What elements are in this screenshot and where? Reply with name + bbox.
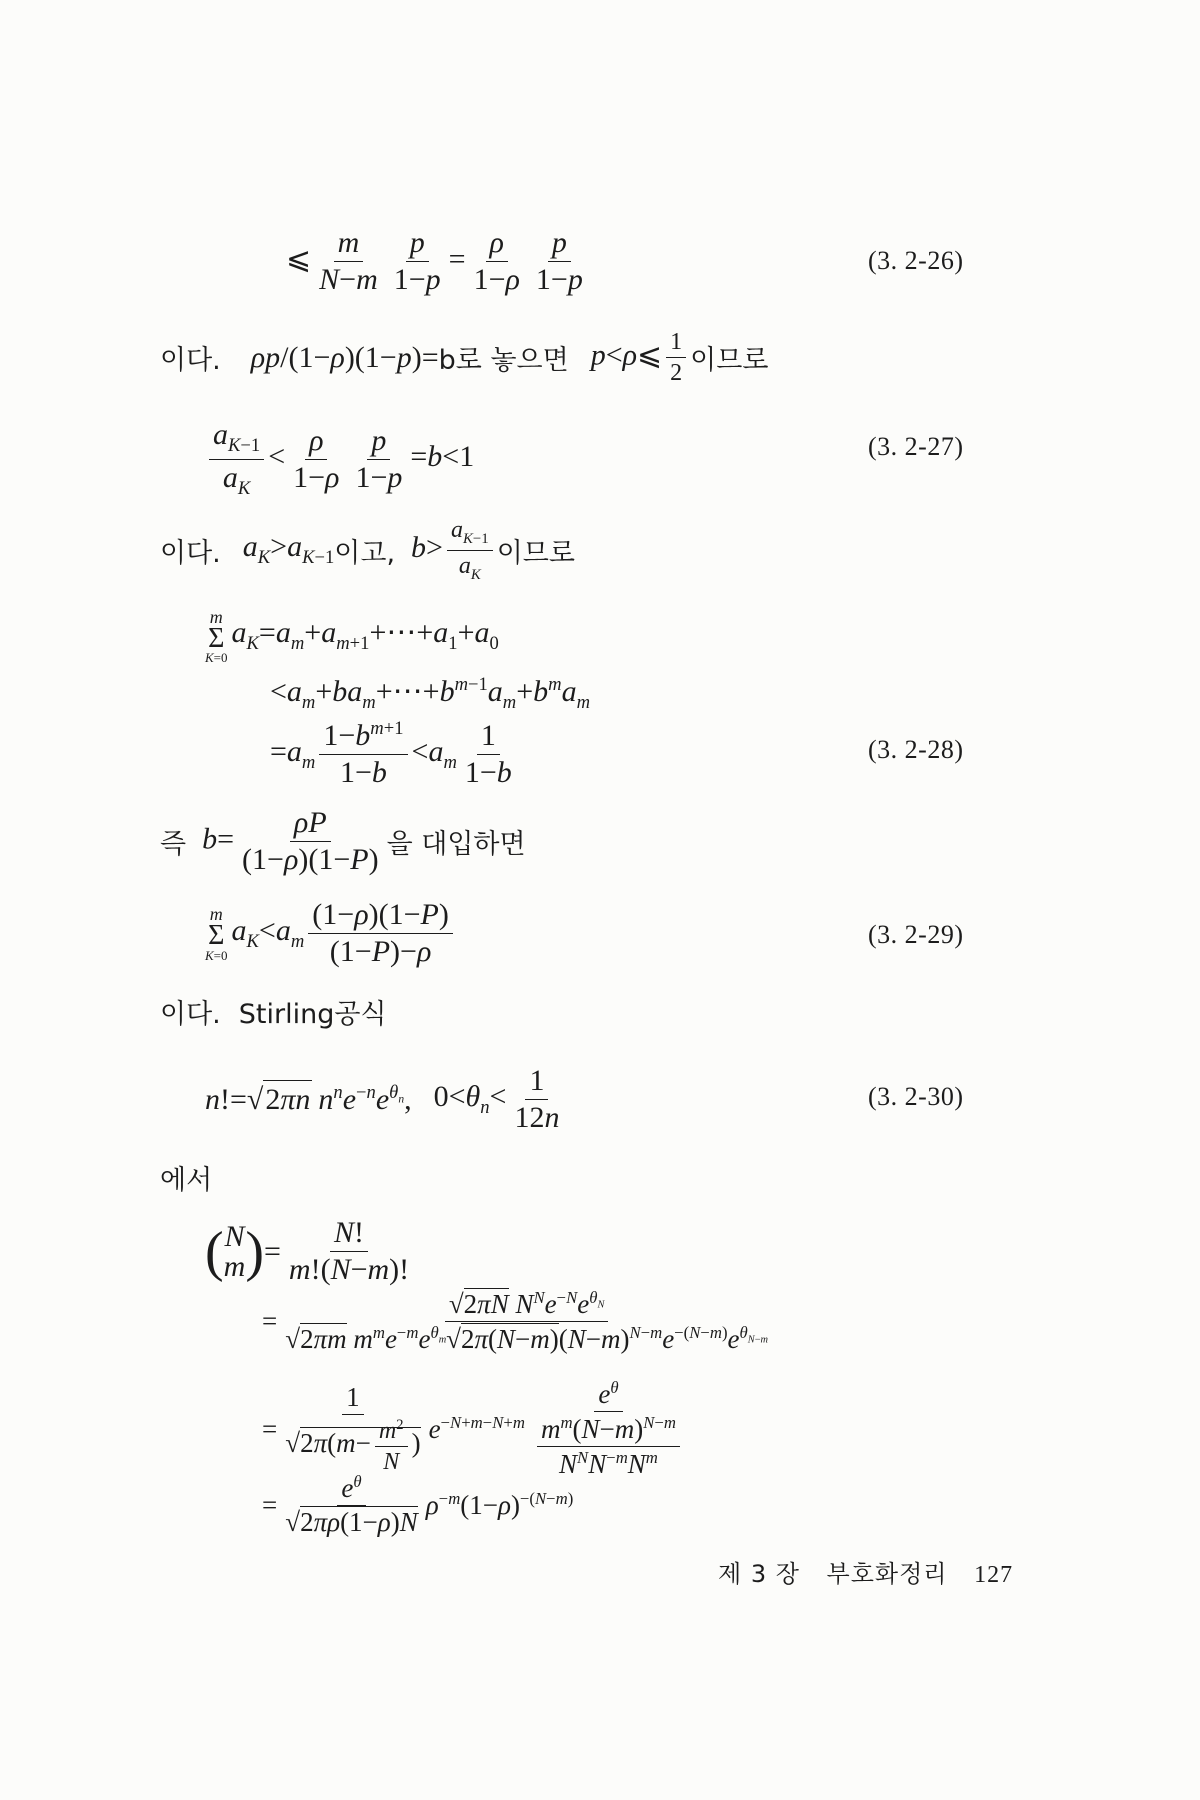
equation-number: (3. 2-27)	[868, 432, 964, 461]
text-line	[160, 992, 387, 1031]
equation-3-2-30: n!= √2πn $n^ne^{-n}e^{\theta_n}$, $0<\theta_n<$ $\frac{1}{12n}$	[205, 1064, 560, 1134]
equation-number: (3. 2-30)	[868, 1082, 964, 1111]
equation-3-2-29: m Σ K=0 $a_K<a_m$ $\frac{(1-\rho)(1-P)}{(1-P)-\rho}$	[205, 900, 457, 967]
text-line	[160, 808, 526, 875]
text-line	[160, 518, 575, 582]
text-ida: 이다.	[160, 999, 221, 1030]
text-eseo: 에서	[160, 1165, 213, 1196]
chapter-label: 제 3 장	[718, 1560, 800, 1588]
equation-number: (3. 2-26)	[868, 246, 964, 275]
equation-number: (3. 2-29)	[868, 920, 964, 949]
page-footer	[718, 1554, 1013, 1589]
equation-3-2-28-line1: m Σ K=0 $a_K=a_m+a_{m+1}+\cdots+a_1+a_0$	[205, 607, 499, 666]
inline-math: $a_K>a_{K-1}$	[242, 530, 335, 569]
binomial-line3: = 1 √2π(m− $\frac{m^2}{N}$ ) $e^{-N+m-N+m}$ $\frac{e^\theta}{\frac{m^m(N-m)^{N-m}}{N^NN^{-m}N^m}}$	[262, 1380, 692, 1478]
chapter-title: 부호화정리	[826, 1560, 948, 1588]
text-line	[160, 330, 768, 385]
equation-number: (3. 2-28)	[868, 735, 964, 764]
text-ida: 이다.	[160, 345, 221, 376]
inline-math: ρp/(1−ρ)(1−p)=	[250, 340, 439, 374]
sqrt: √2πn	[247, 1085, 313, 1115]
inline-math: p<ρ⩽ $\frac{1}{2}$	[591, 330, 690, 385]
binomial-line1: ( N m ) = $\frac{N!}{m!(N-m)!}$	[205, 1216, 410, 1286]
inline-math: b> $\frac{a_{K-1}}{a_K}$	[411, 518, 497, 582]
equation-3-2-27: $\frac{a_{K-1}}{a_K}$ < $\frac{\rho}{1-\rho}$ $\frac{p}{1-p}$ =b<1	[205, 420, 474, 498]
equation-3-2-26: ⩽ $\frac{m}{N-m}$ $\frac{p}{1-p}$ = $\frac{\rho}{1-\rho}$ $\frac{p}{1-p}$	[286, 226, 583, 296]
text-igo: 이고,	[334, 537, 396, 569]
text-ida: 이다.	[160, 537, 221, 569]
inline-math: b= $\frac{\rho P}{(1-\rho)(1-P)}$	[202, 806, 379, 876]
text-imeuro: 이므로	[690, 345, 769, 376]
binomial-line4: = $\frac{e^\theta}{√2\pi\rho(1-\rho)N}$ $\rho^{-m}(1-\rho)^{-(N-m)}$	[262, 1472, 574, 1537]
page-number: 127	[974, 1562, 1014, 1588]
text-stirling: Stirling공식	[238, 999, 387, 1030]
text-imeuro: 이므로	[496, 537, 575, 569]
text-b-ro: b로 놓으면	[438, 345, 569, 376]
text-daeiphamyeon: 을 대입하면	[386, 829, 526, 860]
equation-3-2-28-line2: $<a_m+ba_m+\cdots+b^{m-1}a_m+b^ma_m$	[270, 674, 591, 713]
equation-3-2-28-line3: $=a_m$ $\frac{1-b^{m+1}}{1-b}$ $<a_m$ $\frac{1}{1-b}$	[270, 718, 512, 789]
binomial-line2: = $\frac{√2\pi N N^Ne^{-N}e^{\theta_N}}{√2\pi m m^me^{-m}e^{\theta_m}√2\pi(N-m)(N-m)^{N-m}e^{-(N-m)}e^{\theta_{N-m}}}$	[262, 1288, 769, 1354]
text-jeuk: 즉	[160, 829, 187, 860]
